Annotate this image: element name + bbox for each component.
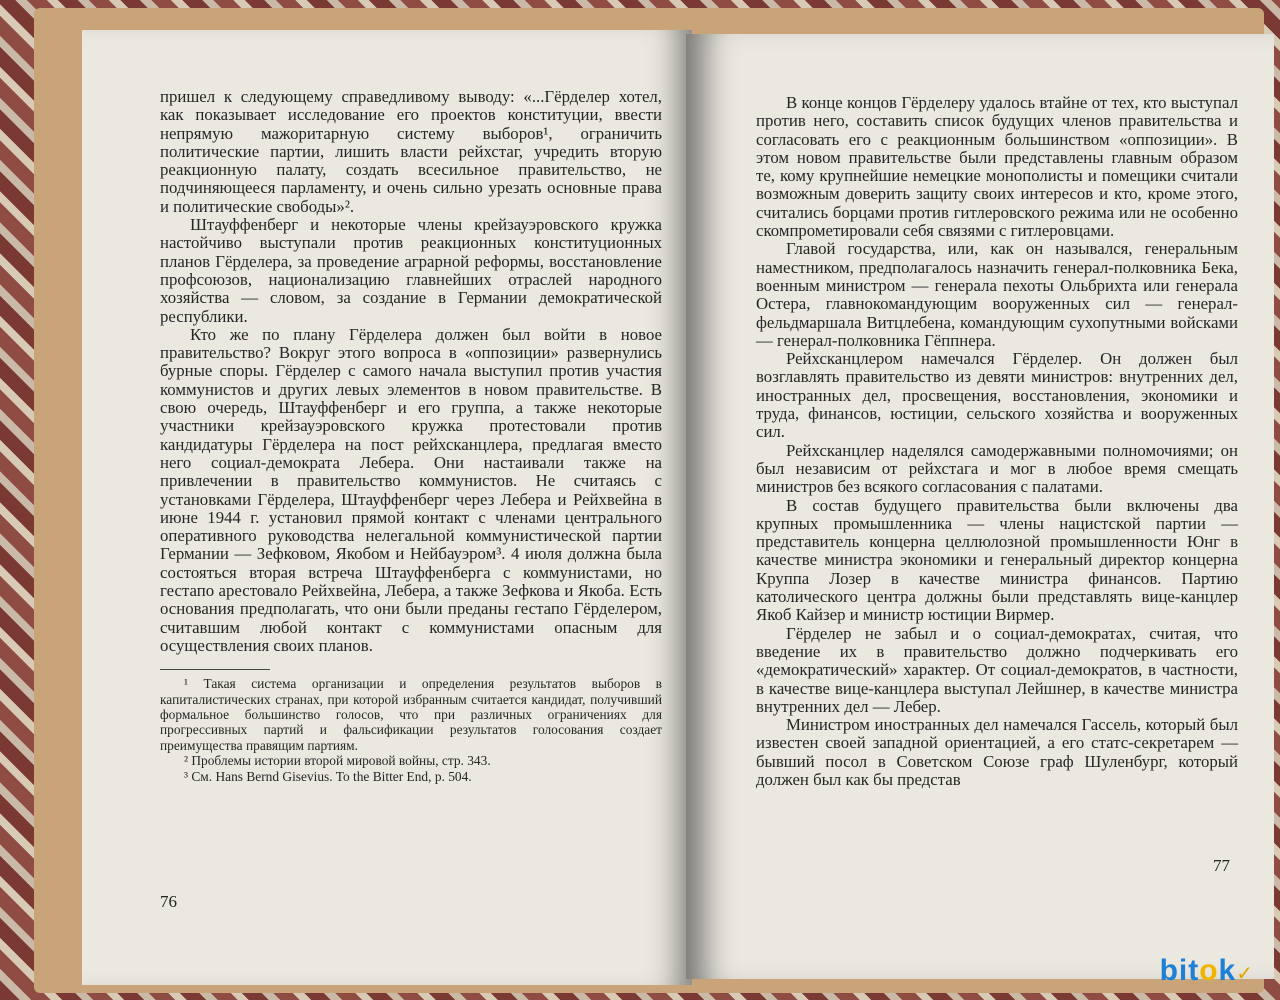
paragraph: пришел к следующему справедливому выводу: «...Гёрделер хотел, как показывает исследование его проектов конституции, ввести непрямую мажоритарную систему выборов¹, ограничить политические партии, лишить власти рейхстаг, учредить вторую реакционную палату, создать всесильное правительство, не подчиняющееся парламенту, и очень сильно урезать основные права и политические свободы»².: [160, 87, 662, 216]
paragraph: В конце концов Гёрделеру удалось втайне от тех, кто выступал против него, составить список будущих членов правительства и согласовать его с реакционным большинством «оппозиции». В этом новом правительстве были представлены главным образом те, кому крупнейшие немецкие монополисты и помещики считали возможным доверить защиту своих интересов и кто, кроме этого, считались борцами против гитлеровского режима или не особенно скомпрометировали себя связями с гитлеровцами.: [756, 93, 1238, 241]
footnote: ¹ Такая система организации и определения результатов выборов в капиталистических странах, при которой избранным считается кандидат, получивший формальное большинство голосов, что при различных ограничениях для прогрессивных партий и фальсификации результатов голосования создает преимущества правящим партиям.: [160, 676, 662, 753]
check-icon: ✓: [1236, 963, 1254, 985]
page-number: 77: [1213, 856, 1230, 875]
right-page-body: [756, 94, 1238, 789]
paragraph: Штауффенберг и некоторые члены крейзауэровского кружка настойчиво выступали против реакционных конституционных планов Гёрделера, за проведение аграрной реформы, восстановление профсоюзов, национализацию главнейших отраслей народного хозяйства — словом, за создание в Германии демократической республики.: [160, 215, 662, 326]
footnote: ² Проблемы истории второй мировой войны, стр. 343.: [184, 753, 491, 769]
watermark-suffix: k: [1218, 954, 1237, 987]
paragraph: В состав будущего правительства были включены два крупных промышленника — члены нацистской партии — представитель концерна целлюлозной промышленности Юнг в качестве министра экономики и генеральный директор концерна Круппа Лозер в качестве министра финансов. Партию католического центра должны были представлять вице-канцлер Якоб Кайзер и министр юстиции Вирмер.: [756, 495, 1238, 625]
watermark-prefix: bit: [1159, 954, 1200, 987]
open-book: [34, 8, 1264, 993]
paragraph: Главой государства, или, как он назывался, генеральным наместником, предполагалось назначить генерал-полковника Бека, военным министром — генерала пехоты Ольбрихта или генерала Остера, главнокомандующим вооруженных сил — генерал-фельдмаршала Витцлебена, командующим сухопутными войсками — генерал-полковника Гёппнера.: [756, 239, 1238, 350]
footnote-divider: [160, 669, 270, 670]
watermark-o: o: [1199, 954, 1219, 987]
paragraph: Министром иностранных дел намечался Гассель, который был известен своей западной ориентацией, а его статс-секретарем — бывший посол в Советском Союзе граф Шуленбург, который должен был как бы представ: [756, 715, 1238, 789]
watermark-logo: [1160, 954, 1254, 988]
paragraph: Рейхсканцлер наделялся самодержавными полномочиями; он был независим от рейхстага и мог в любое время смещать министров без всякого согласования с палатами.: [756, 440, 1238, 497]
paragraph: Кто же по плану Гёрделера должен был войти в новое правительство? Вокруг этого вопроса в «оппозиции» развернулись бурные споры. Гёрделер с самого начала выступил против участия коммунистов и других левых элементов в новом правительстве. В свою очередь, Штауффенберг и его группа, а также некоторые участники крейзауэровского кружка протестовали против кандидатуры Гёрделера на пост рейхсканцлера, предлагая вместо него социал-демократа Лебера. Они настаивали также на привлечении в правительство коммунистов. Не считаясь с установками Гёрделера, Штауффенберг через Лебера и Рейхвейна в июне 1944 г. установил прямой контакт с членами центрального оперативного руководства нелегальной коммунистической партии Германии — Зефковом, Якобом и Нейбауэром³. 4 июля должна была состояться вторая встреча Штауффенберга с коммунистами, но гестапо арестовало Рейхвейна, Лебера, а также Зефкова и Якоба. Есть основания предполагать, что они были преданы гестапо Гёрделером, считавшим любой контакт с коммунистами опасным для осуществления своих планов.: [160, 324, 662, 655]
footnote: ³ См. Hans Bernd Gisevius. To the Bitter End, p. 504.: [184, 768, 472, 784]
left-page: [82, 30, 692, 985]
paragraph: Рейхсканцлером намечался Гёрделер. Он должен был возглавлять правительство из девяти министров: внутренних дел, иностранных дел, просвещения, восстановления, экономики и труда, финансов, юстиции, сельского хозяйства и вооруженных сил.: [756, 349, 1238, 442]
paragraph: Гёрделер не забыл и о социал-демократах, считая, что введение их в правительство должно подчеркивать его «демократический» характер. От социал-демократов, в частности, в качестве вице-канцлера выступал Лейшнер, в качестве министра внутренних дел — Лебер.: [756, 623, 1238, 716]
right-page: [686, 34, 1274, 979]
footnotes: [160, 676, 662, 784]
page-number: 76: [160, 892, 177, 911]
left-page-body: [160, 88, 662, 655]
